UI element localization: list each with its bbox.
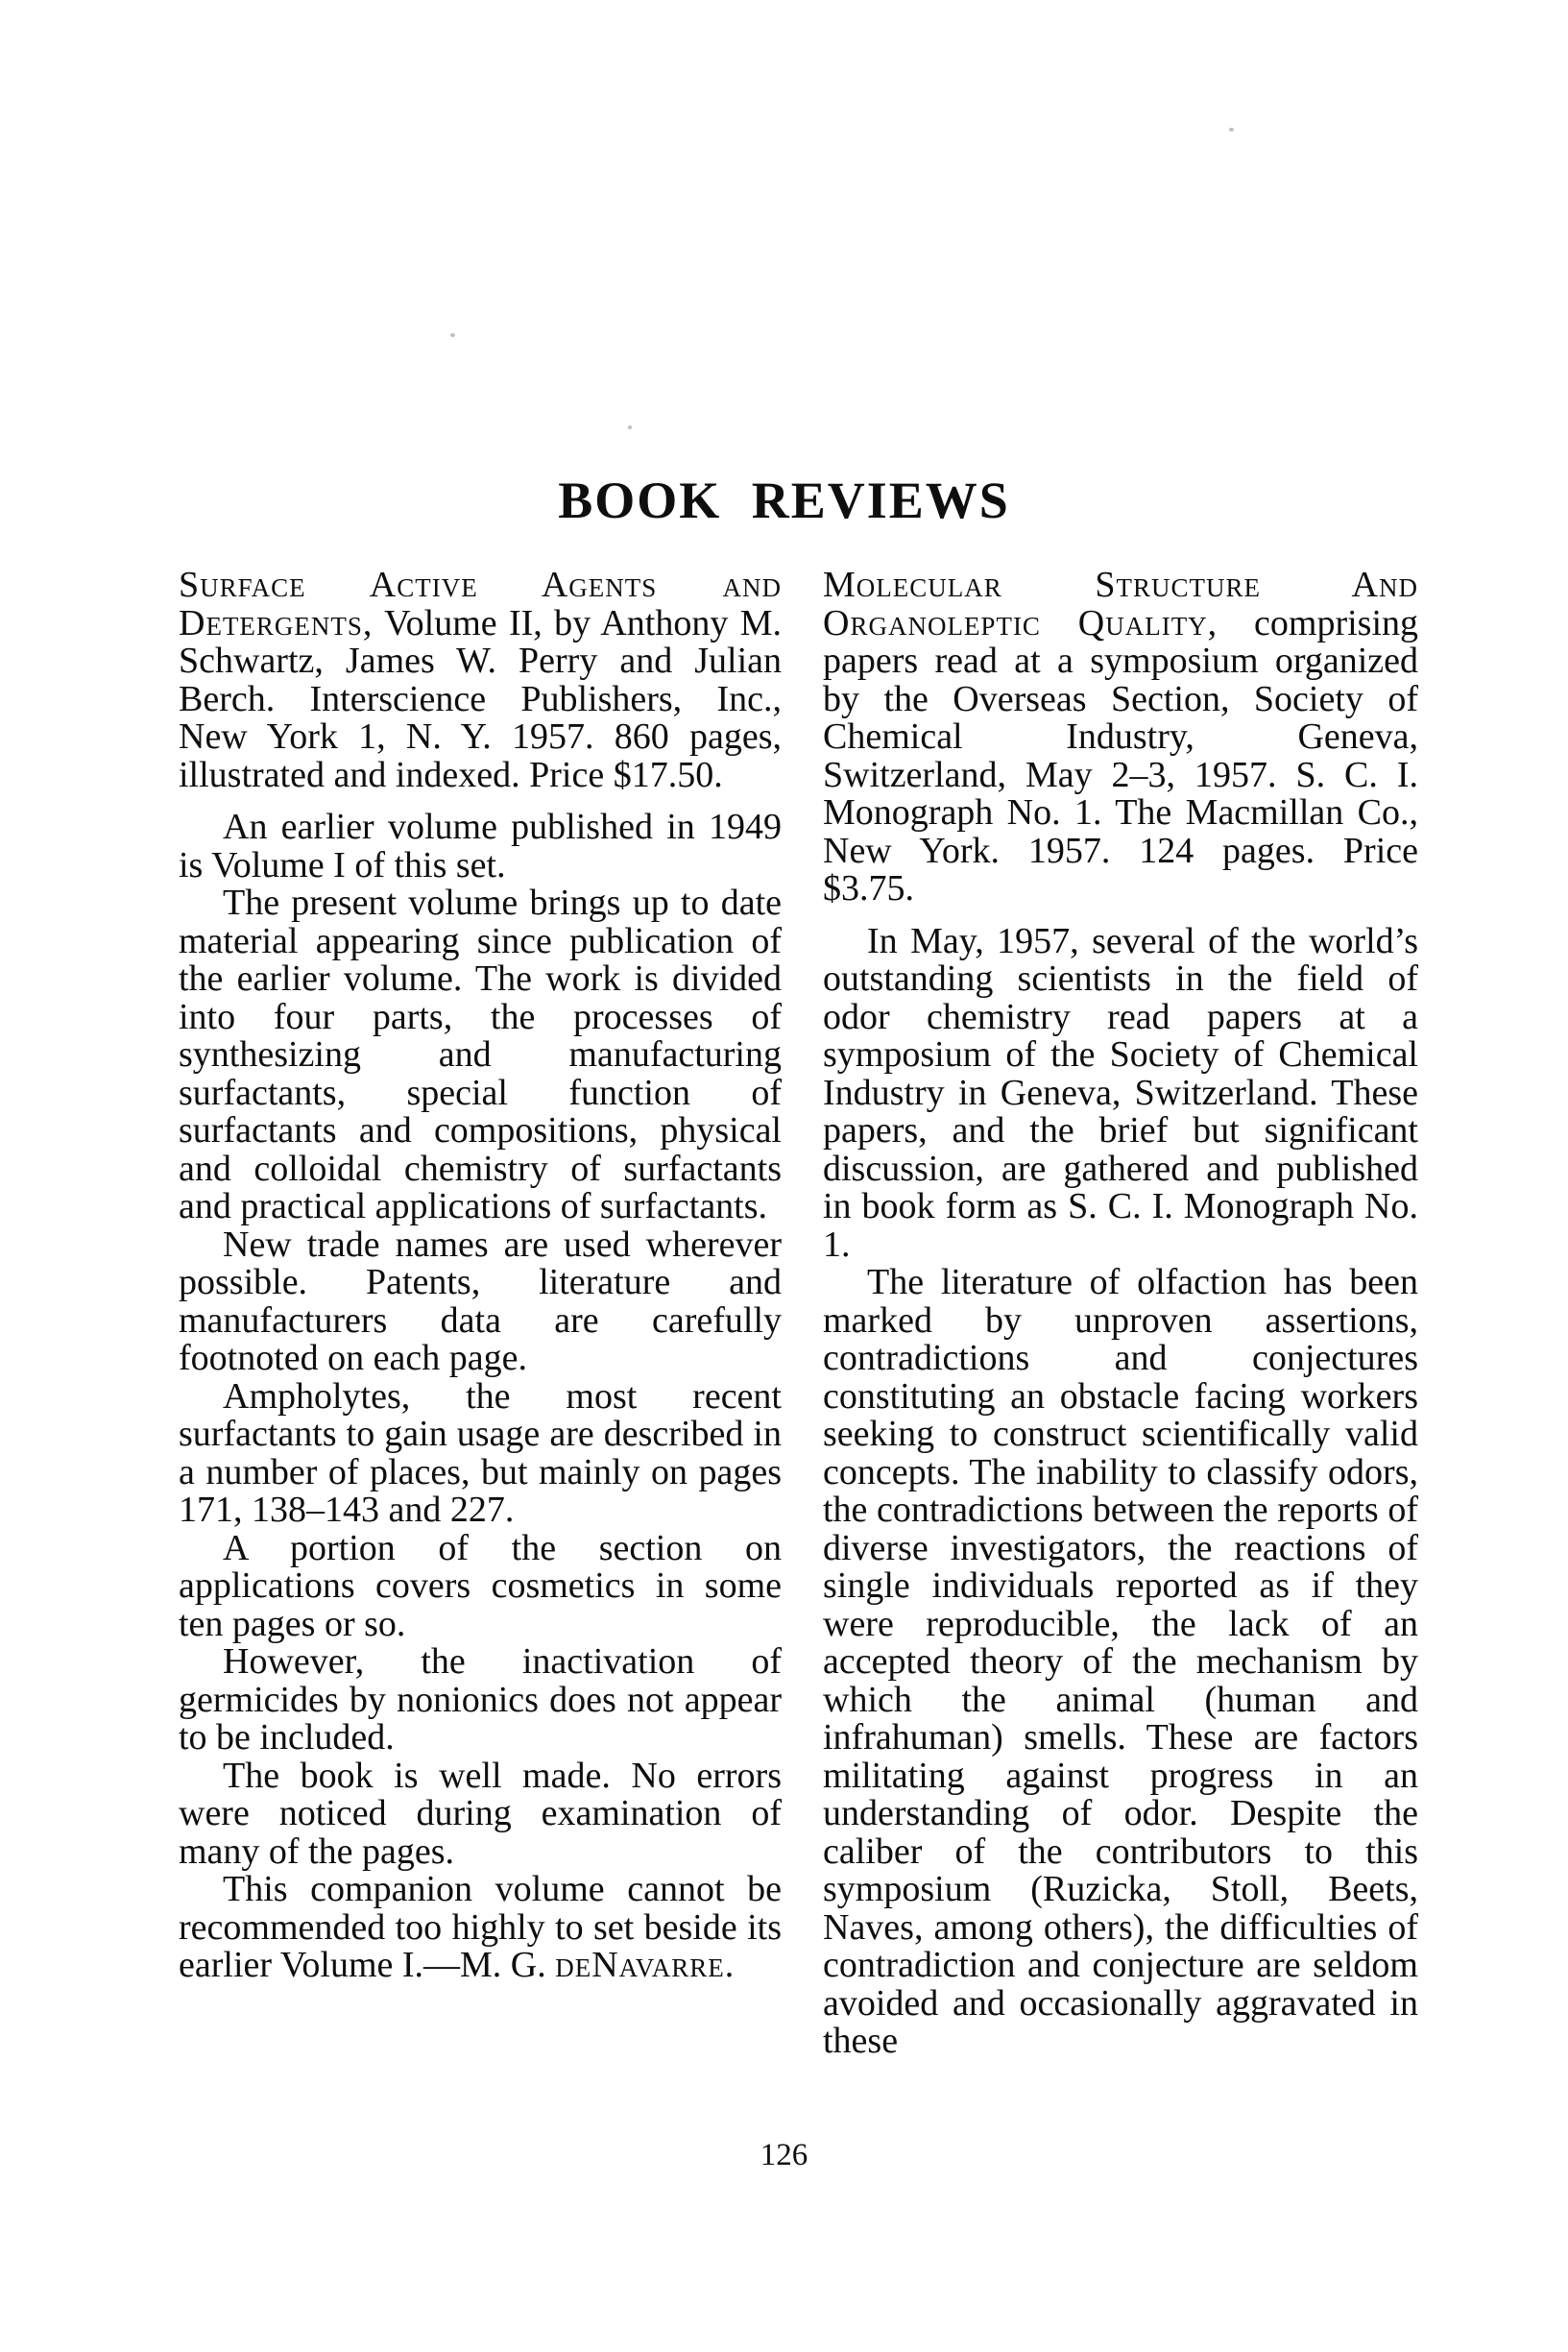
review-paragraph: New trade names are used wherever possible. Patents, literature and manufacturers data are carefully footnoted on each page. [179,1224,782,1378]
review-column-right [823,567,1418,2061]
review-paragraph: The book is well made. No errors were noticed during examination of many of the pages. [179,1755,782,1872]
citation-details: comprising papers read at a symposium organized by the Overseas Section, Society of Chemical Industry, Geneva, Switzerland, May 2–3, 1957. S. C. I. Monograph No. 1. The Macmillan Co., New York. 1957. 124 pages. Price $3.75. [823,602,1418,909]
closing-text: This companion volume cannot be recommended too highly to set beside its earlier Volume I.—M. G. [179,1869,782,1985]
scan-speck [450,333,455,337]
citation-details: Volume II, by Anthony M. Schwartz, James W. Perry and Julian Berch. Interscience Publishers, Inc., New York 1, N. Y. 1957. 860 pages, illustrated and indexed. Price $17.50. [179,602,782,795]
review-column-left [179,567,782,1985]
book-citation [179,567,782,794]
review-paragraph: The present volume brings up to date material appearing since publication of the earlier volume. The work is divided into four parts, the processes of synthesizing and manufacturing surfactants, special function of surfactants and compositions, physical and colloidal chemistry of surfactants and practical applications of surfactants. [179,883,782,1226]
review-paragraph: The literature of olfaction has been marked by unproven assertions, contradictions and conjectures constituting an obstacle facing workers seeking to construct scientifically valid concepts. The inability to classify odors, the contradictions between the reports of diverse investigators, the reactions of single individuals reported as if they were reproducible, the lack of an accepted theory of the mechanism by which the animal (human and infrahuman) smells. These are factors militating against progress in an understanding of odor. Despite the caliber of the contributors to this symposium (Ruzicka, Stoll, Beets, Naves, among others), the difficulties of contradiction and conjecture are seldom avoided and occasionally aggravated in these [823,1262,1418,2061]
review-paragraph: Ampholytes, the most recent surfactants to gain usage are described in a number of places, but mainly on pages 171, 138–143 and 227. [179,1375,782,1530]
reviewer-signature: deNavarre. [555,1945,736,1985]
citation-title-smallcaps: Surface Active Agents and Detergents, [179,565,782,643]
review-closing-paragraph [179,1871,782,1985]
review-paragraph: An earlier volume published in 1949 is Volume I of this set. [179,807,782,885]
book-citation [823,567,1418,909]
review-paragraph: In May, 1957, several of the world’s outstanding scientists in the field of odor chemistry read papers at a symposium of the Society of Chemical Industry in Geneva, Switzerland. These papers, and the brief but significant discussion, are gathered and published in book form as S. C. I. Monograph No. 1. [823,920,1418,1265]
citation-title-smallcaps: Molecular Structure And Organoleptic Quality, [823,565,1418,643]
review-paragraph: A portion of the section on applications covers cosmetics in some ten pages or so. [179,1527,782,1644]
scan-speck [1229,128,1234,132]
page-number: 126 [760,2138,808,2172]
page-title: BOOK REVIEWS [558,472,1010,530]
scan-speck [628,425,632,429]
review-paragraph: However, the inactivation of germicides by nonionics does not appear to be included. [179,1641,782,1758]
